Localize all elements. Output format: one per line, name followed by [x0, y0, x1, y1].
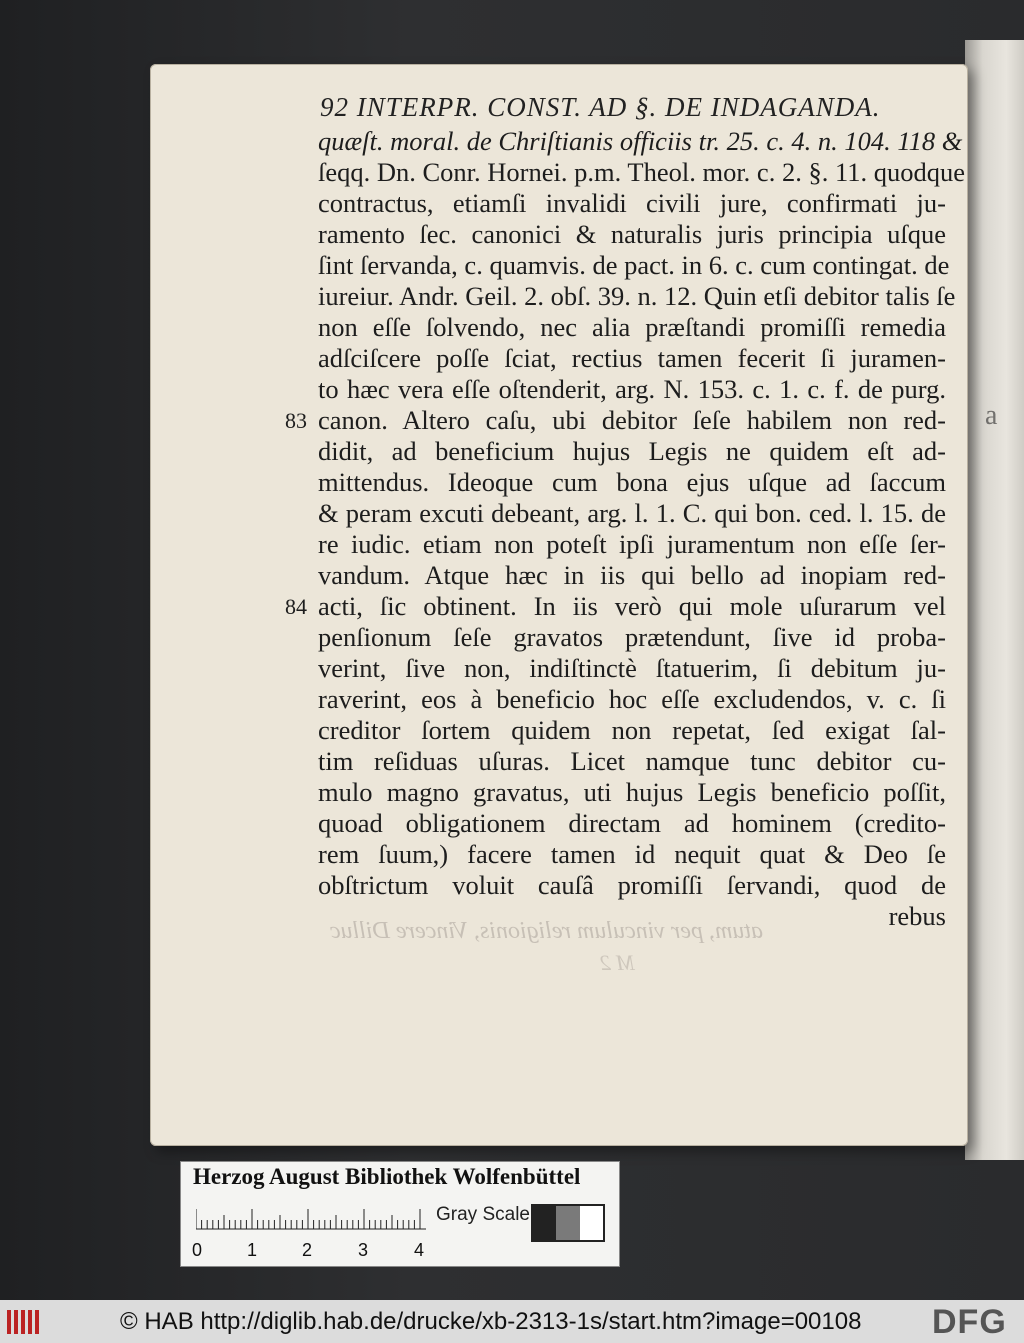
margin-number-83: 83	[285, 408, 307, 433]
dfg-logo-text: DFG	[932, 1303, 1007, 1341]
text-line: vandum. Atque hæc in iis qui bello ad inopiam red-	[318, 560, 946, 590]
text-line: canon. Altero caſu, ubi debitor ſeſe habilem non red-	[318, 405, 946, 435]
ruler-number: 4	[414, 1240, 425, 1260]
text-line: tim reſiduas uſuras. Licet namque tunc debitor cu-	[318, 746, 946, 776]
text-line: obſtrictum voluit cauſâ promiſſi ſervandi, quod de	[318, 870, 946, 900]
text-line: quoad obligationem directam ad hominem (credito-	[318, 808, 946, 838]
library-name: Herzog August Bibliothek Wolfenbüttel	[193, 1164, 581, 1189]
text-line: creditor ſortem quidem non repetat, ſed exigat ſal-	[318, 715, 946, 745]
bleed-through-signature: M 2	[600, 950, 635, 975]
bleed-through-text: atum, per vinculum religionis, Vincere Dilluc	[330, 918, 764, 944]
text-line: contractus, etiamſi invalidi civili jure, confirmati ju-	[318, 188, 946, 218]
text-line: mittendus. Ideoque cum bona ejus uſque ad ſaccum	[318, 467, 946, 497]
text-line: mulo magno gravatus, uti hujus Legis beneficio poſſit,	[318, 777, 946, 807]
swatch-black	[533, 1206, 556, 1240]
ruler-number: 3	[358, 1240, 369, 1260]
ruler-numbers	[190, 1240, 430, 1262]
text-line: re iudic. etiam non poteſt ipſi juramentum non eſſe ſer-	[318, 529, 946, 559]
swatch-white	[580, 1206, 603, 1240]
margin-number-84: 84	[285, 594, 307, 619]
hab-logo-icon	[6, 1306, 44, 1338]
running-header: 92 INTERPR. CONST. AD §. DE INDAGANDA.	[320, 92, 881, 122]
text-line: ramento ſec. canonici & naturalis juris principia uſque	[318, 219, 946, 249]
body-text	[318, 126, 965, 932]
gray-scale-label: Gray Scale	[436, 1204, 530, 1225]
text-line: ſint ſervanda, c. quamvis. de pact. in 6. c. cum contingat. de	[318, 250, 950, 280]
text-line: didit, ad beneficium hujus Legis ne quidem eſt ad-	[318, 436, 946, 466]
dfg-logo	[932, 1303, 1007, 1342]
catchword: rebus	[888, 901, 946, 931]
measurement-ruler	[196, 1208, 426, 1230]
text-line: raverint, eos à beneficio hoc eſſe excludendos, v. c. ſi	[318, 684, 946, 714]
adjacent-page-fragment: a	[985, 400, 998, 431]
text-line: rem ſuum,) facere tamen id nequit quat & Deo ſe	[318, 839, 946, 869]
text-line: to hæc vera eſſe oſtenderit, arg. N. 153. c. 1. c. f. de purg.	[318, 374, 946, 404]
text-line: adſciſcere poſſe ſciat, rectius tamen fecerit ſi juramen-	[318, 343, 946, 373]
text-line: non eſſe ſolvendo, nec alia præſtandi promiſſi remedia	[318, 312, 946, 342]
ruler-number: 2	[302, 1240, 313, 1260]
text-line: iureiur. Andr. Geil. 2. obſ. 39. n. 12. Quin etſi debitor talis ſe	[318, 281, 956, 311]
text-line: penſionum ſeſe gravatos prætendunt, ſive id proba-	[318, 622, 946, 652]
text-line: & peram excuti debeant, arg. l. 1. C. qui bon. ced. l. 15. de	[318, 498, 946, 528]
text-line: quæſt. moral. de Chriſtianis officiis tr. 25. c. 4. n. 104. 118 &	[318, 126, 963, 156]
ruler-number: 0	[192, 1240, 203, 1260]
gray-scale-swatch	[531, 1204, 605, 1242]
ruler-number: 1	[247, 1240, 258, 1260]
adjacent-page-edge	[965, 40, 1024, 1160]
text-line: ſeqq. Dn. Conr. Hornei. p.m. Theol. mor. c. 2. §. 11. quodque	[318, 157, 965, 187]
swatch-gray	[556, 1206, 579, 1240]
footer-url[interactable]: © HAB http://diglib.hab.de/drucke/xb-2313-1s/start.htm?image=00108	[120, 1308, 862, 1335]
text-line: verint, ſive non, indiſtinctè ſtatuerim, ſi debitum ju-	[318, 653, 946, 683]
text-line: acti, ſic obtinent. In iis verò qui mole uſurarum vel	[318, 591, 946, 621]
